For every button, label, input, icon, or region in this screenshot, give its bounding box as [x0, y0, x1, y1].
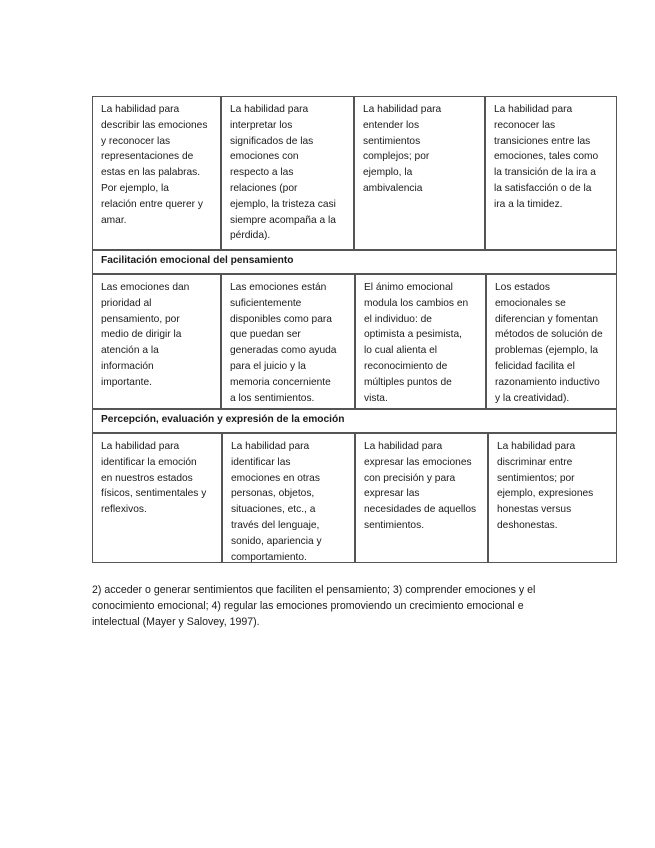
table-cell: Las emociones dan prioridad al pensamiento, por medio de dirigir la atención a la información importante. [92, 274, 221, 409]
table-cell: La habilidad para entender los sentimientos complejos; por ejemplo, la ambivalencia [354, 96, 485, 250]
table-cell: La habilidad para interpretar los significados de las emociones con respecto a las relaciones (por ejemplo, la tristeza casi siempre acompaña a la pérdida). [221, 96, 354, 250]
table-cell: La habilidad para describir las emociones y reconocer las representaciones de estas en las palabras. Por ejemplo, la relación entre querer y amar. [92, 96, 221, 250]
table-cell: Las emociones están suficientemente disponibles como para que puedan ser generadas como ayuda para el juicio y la memoria concerniente a los sentimientos. [221, 274, 355, 409]
table-cell: La habilidad para expresar las emociones con precisión y para expresar las necesidades de aquellos sentimientos. [355, 433, 488, 563]
table-row [92, 96, 617, 250]
table-cell: El ánimo emocional modula los cambios en el individuo: de optimista a pesimista, lo cual alienta el reconocimiento de múltiples puntos de vista. [355, 274, 486, 409]
body-paragraph: 2) acceder o generar sentimientos que faciliten el pensamiento; 3) comprender emociones y el conocimiento emocional; 4) regular las emociones promoviendo un crecimiento emocional e intelectual (Mayer y Salovey, 1997). [92, 584, 536, 629]
table-cell: La habilidad para identificar la emoción en nuestros estados físicos, sentimentales y reflexivos. [92, 433, 222, 563]
table-cell: La habilidad para identificar las emociones en otras personas, objetos, situaciones, etc., a través del lenguaje, sonido, apariencia y comportamiento. [222, 433, 355, 563]
table-section-header: Percepción, evaluación y expresión de la emoción [92, 409, 617, 433]
table-cell: La habilidad para discriminar entre sentimientos; por ejemplo, expresiones honestas versus deshonestas. [488, 433, 617, 563]
table-row [92, 433, 617, 563]
table-cell: Los estados emocionales se diferencian y fomentan métodos de solución de problemas (ejemplo, la felicidad facilita el razonamiento inductivo y la creatividad). [486, 274, 617, 409]
table-section-header: Facilitación emocional del pensamiento [92, 250, 617, 274]
table-row [92, 274, 617, 409]
table-cell: La habilidad para reconocer las transiciones entre las emociones, tales como la transición de la ira a la satisfacción o de la ira a la timidez. [485, 96, 617, 250]
